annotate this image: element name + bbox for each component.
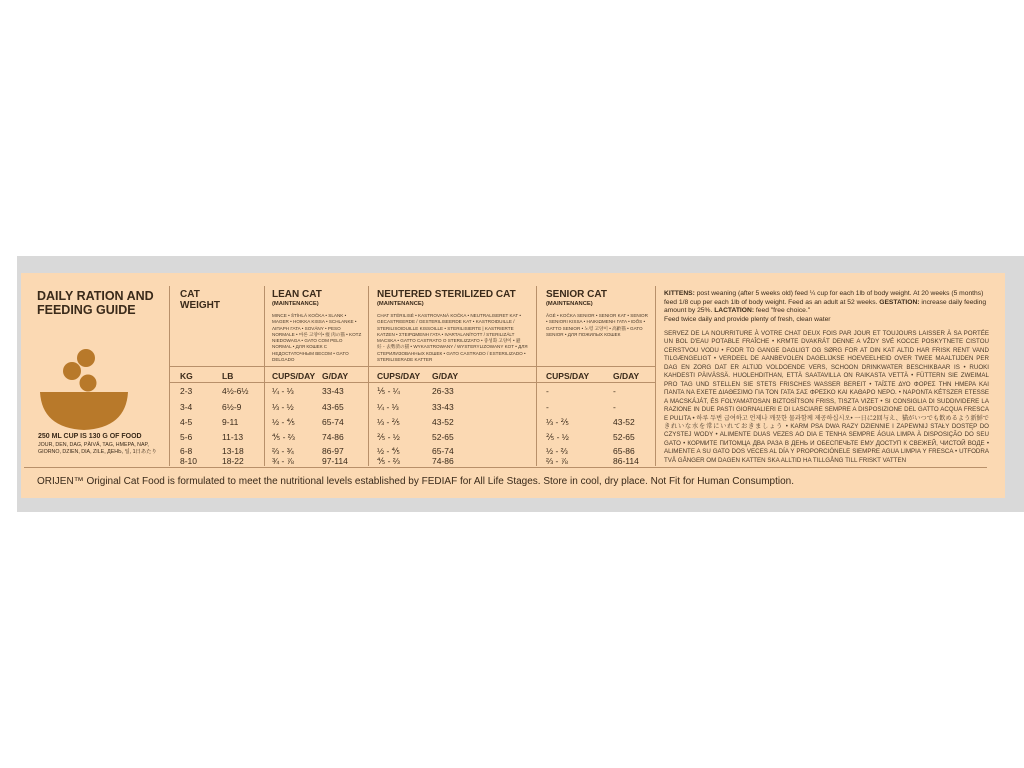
lactation-label: LACTATION: bbox=[714, 307, 755, 315]
lean-cat-subtitle: (MAINTENANCE) bbox=[272, 301, 319, 307]
senior-cups-cell: ½ - ⅔ bbox=[546, 446, 568, 456]
senior-cups-cell: ⅔ - ⅞ bbox=[546, 456, 568, 466]
bowl-caption-block bbox=[38, 432, 168, 456]
col-neutered-cups: CUPS/DAY bbox=[377, 371, 421, 381]
lean-g-cell: 74-86 bbox=[322, 432, 344, 442]
lean-cat-header: LEAN CAT bbox=[272, 289, 322, 300]
lean-cups-cell: ⅓ - ½ bbox=[272, 402, 294, 412]
lb-cell: 4½-6½ bbox=[222, 386, 249, 396]
footer-statement: ORIJEN™ Original Cat Food is formulated to meet the nutritional levels established by FEDIAF for All Life Stages. Store in cool, dry place. Not Fit for Human Consumption. bbox=[37, 476, 794, 487]
food-bowl-icon bbox=[38, 346, 130, 430]
neutered-cat-header: NEUTERED STERILIZED CAT bbox=[377, 289, 516, 300]
senior-g-cell: 86-114 bbox=[613, 456, 639, 466]
col-senior-cups: CUPS/DAY bbox=[546, 371, 590, 381]
neutered-cups-cell: ¼ - ⅓ bbox=[377, 402, 399, 412]
senior-cat-translations: ÂGÉ • KOČKA SENIOR • SENIOR KAT • SENIOR • SENIORI KISSA • ΗΛΙΚΙΩΜΕΝΗ ΓΑΤΑ • IDŐS • GATTO SENIOR • 노령 고양이 • 高齢猫 • GATO SENIOR • ДЛЯ ПОЖИЛЫХ КОШЕК bbox=[546, 313, 648, 337]
neutered-g-cell: 33-43 bbox=[432, 402, 454, 412]
senior-g-cell: 52-65 bbox=[613, 432, 635, 442]
kg-cell: 8-10 bbox=[180, 456, 198, 466]
lean-cups-cell: ⅘ - ⅔ bbox=[272, 432, 295, 442]
kg-cell: 5-6 bbox=[180, 432, 193, 442]
divider bbox=[169, 286, 170, 466]
senior-g-cell: - bbox=[613, 402, 616, 412]
neutered-g-cell: 26-33 bbox=[432, 386, 454, 396]
lb-cell: 18-22 bbox=[222, 456, 244, 466]
kittens-label: KITTENS: bbox=[664, 290, 695, 297]
lb-cell: 13-18 bbox=[222, 446, 244, 456]
footer-rule bbox=[24, 467, 987, 468]
divider bbox=[368, 286, 369, 466]
senior-cups-cell: - bbox=[546, 402, 549, 412]
cup-caption: 250 ML CUP IS 130 G OF FOOD bbox=[38, 433, 142, 440]
senior-cups-cell: - bbox=[546, 386, 549, 396]
table-rule bbox=[169, 366, 655, 367]
lb-cell: 9-11 bbox=[222, 417, 239, 427]
lb-cell: 6½-9 bbox=[222, 402, 242, 412]
guide-title: DAILY RATION AND FEEDING GUIDE bbox=[37, 289, 154, 317]
senior-cups-cell: ⅓ - ⅖ bbox=[546, 417, 569, 427]
cat-weight-header: CAT WEIGHT bbox=[180, 289, 220, 311]
lean-g-cell: 97-114 bbox=[322, 456, 348, 466]
lean-g-cell: 33-43 bbox=[322, 386, 344, 396]
neutered-g-cell: 74-86 bbox=[432, 456, 454, 466]
col-lean-cups: CUPS/DAY bbox=[272, 371, 316, 381]
senior-cat-header: SENIOR CAT bbox=[546, 289, 607, 300]
neutered-g-cell: 52-65 bbox=[432, 432, 454, 442]
lean-cat-translations: MINCE • ŠTÍHLÁ KOČKA • SLANK • MAGER • HOIKKA KISSA • SCHLANKE • ΛΙΠΑΡΗ ΓΑΤΑ • SOVÁNY • PESO NORMALE • 마른 고양이• 痩 肉の猫 • KOTZ NIEDOWAGA • GATO COM PELO NORMAL • ДЛЯ КОШЕК С НЕДОСТАТОЧНЫМ ВЕСОМ • GATO DELGADO bbox=[272, 313, 362, 363]
gestation-text: increase daily feeding amount by 25%. bbox=[664, 298, 987, 315]
kg-cell: 3-4 bbox=[180, 402, 193, 412]
lean-g-cell: 65-74 bbox=[322, 417, 344, 427]
kittens-text: post weaning (after 5 weeks old) feed ¼ cup for each 1lb of body weight. At 20 weeks (5 months) feed 1/8 cup per each 1lb of body weight. Feed as an adult at 52 weeks. bbox=[664, 290, 984, 306]
neutered-cups-cell: ½ - ⅘ bbox=[377, 446, 400, 456]
kg-cell: 4-5 bbox=[180, 417, 193, 427]
gestation-label: GESTATION: bbox=[879, 298, 920, 306]
lean-cups-cell: ¼ - ⅓ bbox=[272, 386, 294, 396]
divider bbox=[264, 286, 265, 466]
day-translations: JOUR, DEN, DAG, PÄIVÄ, TAG, ΗΜΕΡΑ, NAP, GIORNO, DZIEN, DIA, ZILE, ДЕНЬ, 일, 1日あたり bbox=[38, 442, 157, 455]
lean-cups-cell: ⅔ - ¾ bbox=[272, 446, 294, 456]
neutered-cups-cell: ⅘ - ⅔ bbox=[377, 456, 400, 466]
senior-g-cell: 65-86 bbox=[613, 446, 635, 456]
lb-cell: 11-13 bbox=[222, 432, 244, 442]
neutered-cat-subtitle: (MAINTENANCE) bbox=[377, 301, 424, 307]
col-neutered-g: G/DAY bbox=[432, 371, 459, 381]
table-rule bbox=[169, 382, 655, 383]
neutered-cups-cell: ⅕ - ¼ bbox=[377, 386, 400, 396]
kg-cell: 2-3 bbox=[180, 386, 193, 396]
lean-cups-cell: ¾ - ⅞ bbox=[272, 456, 294, 466]
lean-cups-cell: ½ - ⅘ bbox=[272, 417, 295, 427]
col-kg: KG bbox=[180, 371, 193, 381]
multilingual-instructions: SERVEZ DE LA NOURRITURE À VOTRE CHAT DEUX FOIS PAR JOUR ET TOUJOURS LAISSER À SA PORTÉE UN BOL D'EAU POTABLE FRAÎCHE • KRMTE DVAKRÁT DENNE A VŽDY SVÉ KOCCE POSKYTNETE CISTOU CERSTVOU VODU • FODR TO GANGE DAGLIGT OG SØRG FOR AT DIN KAT ALTID HAR FRISK RENT VAND TILGÆNGELIGT • VERDEEL DE AANBEVOLEN DAGELIJKSE HOEVEELHEID OVER TWEE MAALTIJDEN PER DAG EN ZORG DAT ER ALTIJD VOLDOENDE VERS, SCHOON DRINKWATER BESCHIKBAAR IS • RUOKI KAHDESTI PÄIVÄSSÄ. HUOLEHDITHAN, ETTÄ SAATAVILLA ON RAIKASTA VETTÄ • FÜTTERN SIE ZWEIMAL PRO TAG UND STELLEN SIE STETS FRISCHES WASSER BEREIT • ΤΑΪΣΤΕ ΔΥΟ ΦΟΡΕΣ ΤΗΝ ΗΜΕΡΑ ΚΑΙ ΠΑΝΤΑ ΝΑ ΕΧΕΤΕ ΔΙΑΘΕΣΙΜΟ ΓΙΑ ΤΟΝ ΓΑΤΑ ΣΑΣ ΦΡΕΣΚΟ ΚΑΙ ΚΑΘΑΡΟ ΝΕΡΟ. • NAPONTA KÉTSZER ETESSE A MACSKÁJÁT, ÉS FOLYAMATOSAN BIZTOSÍTSON FRISS, TISZTA VIZET • SI CONSIGLIA DI SUDDIVIDERE LA RAZIONE IN DUE PASTI GIORNALIERI E DI LASCIARE SEMPRE A DISPOSIZIONE DEL GATTO ACQUA FRESCA E PULITA • 하루 두번 급여하고 언제나 깨끗한 물과함께 제공하십시오• 一日に2回与え、猫がいつでも飲めるよう新鮮できれいな水を常にいれておきましょう • KARM PSA DWA RAZY DZIENNIE I ZAPEWNIJ STAŁY DOSTĘP DO CZYSTEJ WODY • ALIMENTE DUAS VEZES AO DIA E TENHA SEMPRE ÁGUA LIMPA À DISPOSIÇÃO DO SEU GATO • КОРМИТЕ ПИТОМЦА ДВА РАЗА В ДЕНЬ И ОБЕСПЕЧЬТЕ ЕМУ ДОСТУП К СВЕЖЕЙ, ЧИСТОЙ ВОДЕ • ALIMENTE A SU GATO DOS VECES AL DÍA Y PROPORCIÓNELE SIEMPRE AGUA LIMPIA Y FRESCA • UTFODRA TVÅ GÅNGER OM DAGEN KATTEN SKA ALLTID HA TILLGÅNG TILL FRISKT VATTEN bbox=[664, 330, 989, 464]
neutered-cat-translations: CHAT STÉRILISÉ • KASTROVANÁ KOČKA • NEUTRALISERET KAT • GECASTREERDE / GESTERILISEERDE KAT • KASTROIDUILLE / STERILISOIDUILLE KISSOILLE • STERILISIERTE | KASTRIERTE KATZEN • ΣΤΕΙΡΩΜΕΝΗ ΓΑΤΑ • IVARTALANÍTOTT / STERILIZÁLT MACSKA • GATTO CASTRATO O STERILIZZATO • 중성화 고양이 • 避妊・去勢済の猫 • WYKASTROWANY / WYSTERYLIZOWANY KOT • ДЛЯ СТЕРИЛИЗОВАННЫХ КОШЕК • GATO CASTRADO / ESTERILIZADO • STERILISERADE KATTER bbox=[377, 313, 528, 363]
senior-g-cell: 43-52 bbox=[613, 417, 635, 427]
col-senior-g: G/DAY bbox=[613, 371, 640, 381]
divider bbox=[655, 286, 656, 466]
col-lb: LB bbox=[222, 371, 234, 381]
lactation-text: feed "free choice." bbox=[755, 307, 811, 315]
senior-g-cell: - bbox=[613, 386, 616, 396]
senior-cups-cell: ⅖ - ½ bbox=[546, 432, 569, 442]
neutered-g-cell: 65-74 bbox=[432, 446, 454, 456]
lean-g-cell: 86-97 bbox=[322, 446, 344, 456]
senior-cat-subtitle: (MAINTENANCE) bbox=[546, 301, 593, 307]
neutered-g-cell: 43-52 bbox=[432, 417, 454, 427]
kitten-instructions bbox=[664, 290, 989, 324]
feed-twice-text: Feed twice daily and provide plenty of fresh, clean water bbox=[664, 315, 831, 323]
neutered-cups-cell: ⅓ - ⅖ bbox=[377, 417, 400, 427]
kg-cell: 6-8 bbox=[180, 446, 193, 456]
neutered-cups-cell: ⅖ - ½ bbox=[377, 432, 400, 442]
lean-g-cell: 43-65 bbox=[322, 402, 344, 412]
divider bbox=[536, 286, 537, 466]
col-lean-g: G/DAY bbox=[322, 371, 349, 381]
